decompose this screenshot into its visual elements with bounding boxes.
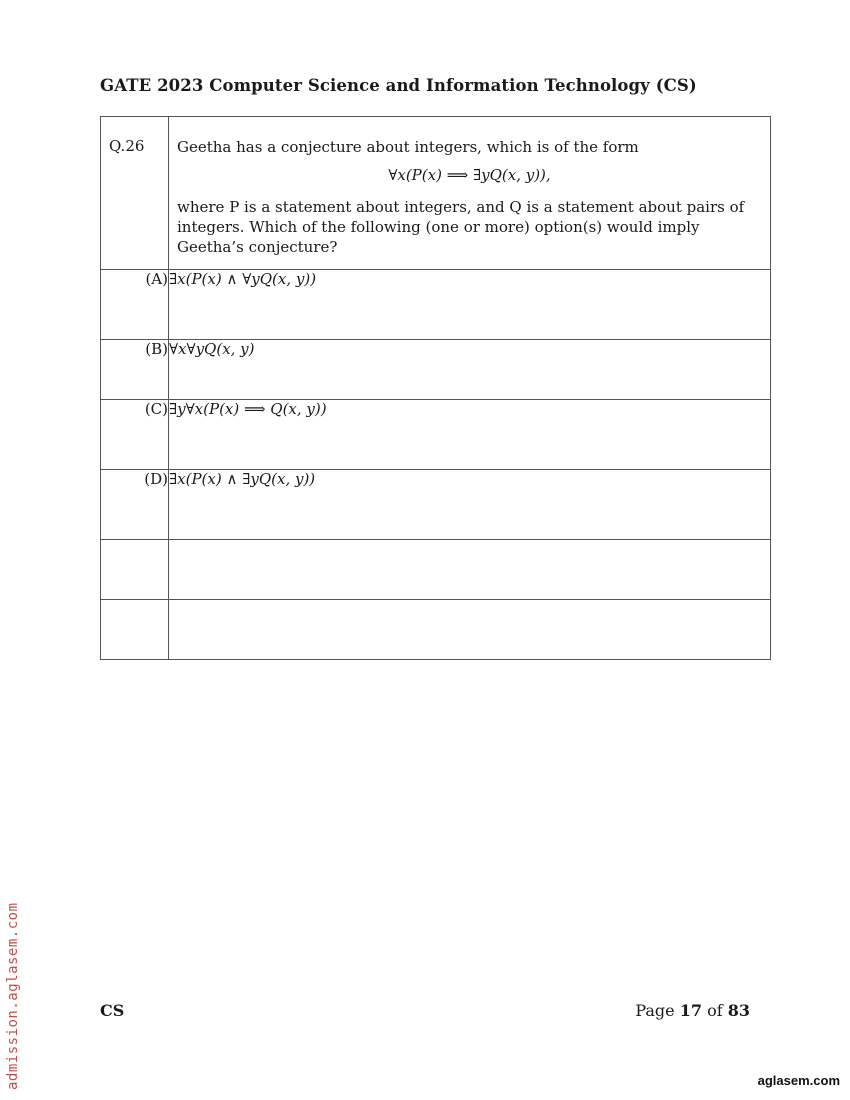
question-number: Q.26 (109, 137, 145, 155)
option-row-c (101, 400, 771, 470)
question-table (100, 116, 771, 660)
option-d-text: ∃x(P(x) ∧ ∃yQ(x, y)) (169, 470, 771, 540)
option-c-text: ∃y∀x(P(x) ⟹ Q(x, y)) (169, 400, 771, 470)
footer-page-number (635, 1001, 750, 1020)
empty-row (101, 600, 771, 660)
option-a-text: ∃x(P(x) ∧ ∀yQ(x, y)) (169, 270, 771, 340)
page-total: 83 (727, 1001, 750, 1020)
empty-row (101, 540, 771, 600)
page-of: of (707, 1001, 723, 1020)
question-stem-row (101, 117, 771, 270)
side-watermark: admission.aglasem.com (5, 902, 21, 1090)
question-intro: Geetha has a conjecture about integers, which is of the form (177, 138, 639, 156)
empty-cell (101, 600, 169, 660)
option-row-d (101, 470, 771, 540)
question-formula: ∀x(P(x) ⟹ ∃yQ(x, y)), (388, 166, 551, 184)
page-prefix: Page (635, 1001, 675, 1020)
empty-cell (169, 600, 771, 660)
question-body: where P is a statement about integers, and Q is a statement about pairs of integers. Which of the following (one or more) option(s) would imply Geetha’s conjecture? (177, 198, 745, 256)
footer-subject-code: CS (100, 1001, 125, 1020)
option-d-label: (D) (101, 470, 169, 540)
question-stem-cell (169, 117, 771, 270)
option-row-b (101, 340, 771, 400)
option-c-label: (C) (101, 400, 169, 470)
page-current: 17 (679, 1001, 702, 1020)
option-b-label: (B) (101, 340, 169, 400)
brand-link[interactable]: aglasem.com (757, 1073, 840, 1088)
empty-cell (169, 540, 771, 600)
question-number-cell (101, 117, 169, 270)
page-header-title: GATE 2023 Computer Science and Information Technology (CS) (100, 76, 697, 95)
empty-cell (101, 540, 169, 600)
option-row-a (101, 270, 771, 340)
option-a-label: (A) (101, 270, 169, 340)
option-b-text: ∀x∀yQ(x, y) (169, 340, 771, 400)
